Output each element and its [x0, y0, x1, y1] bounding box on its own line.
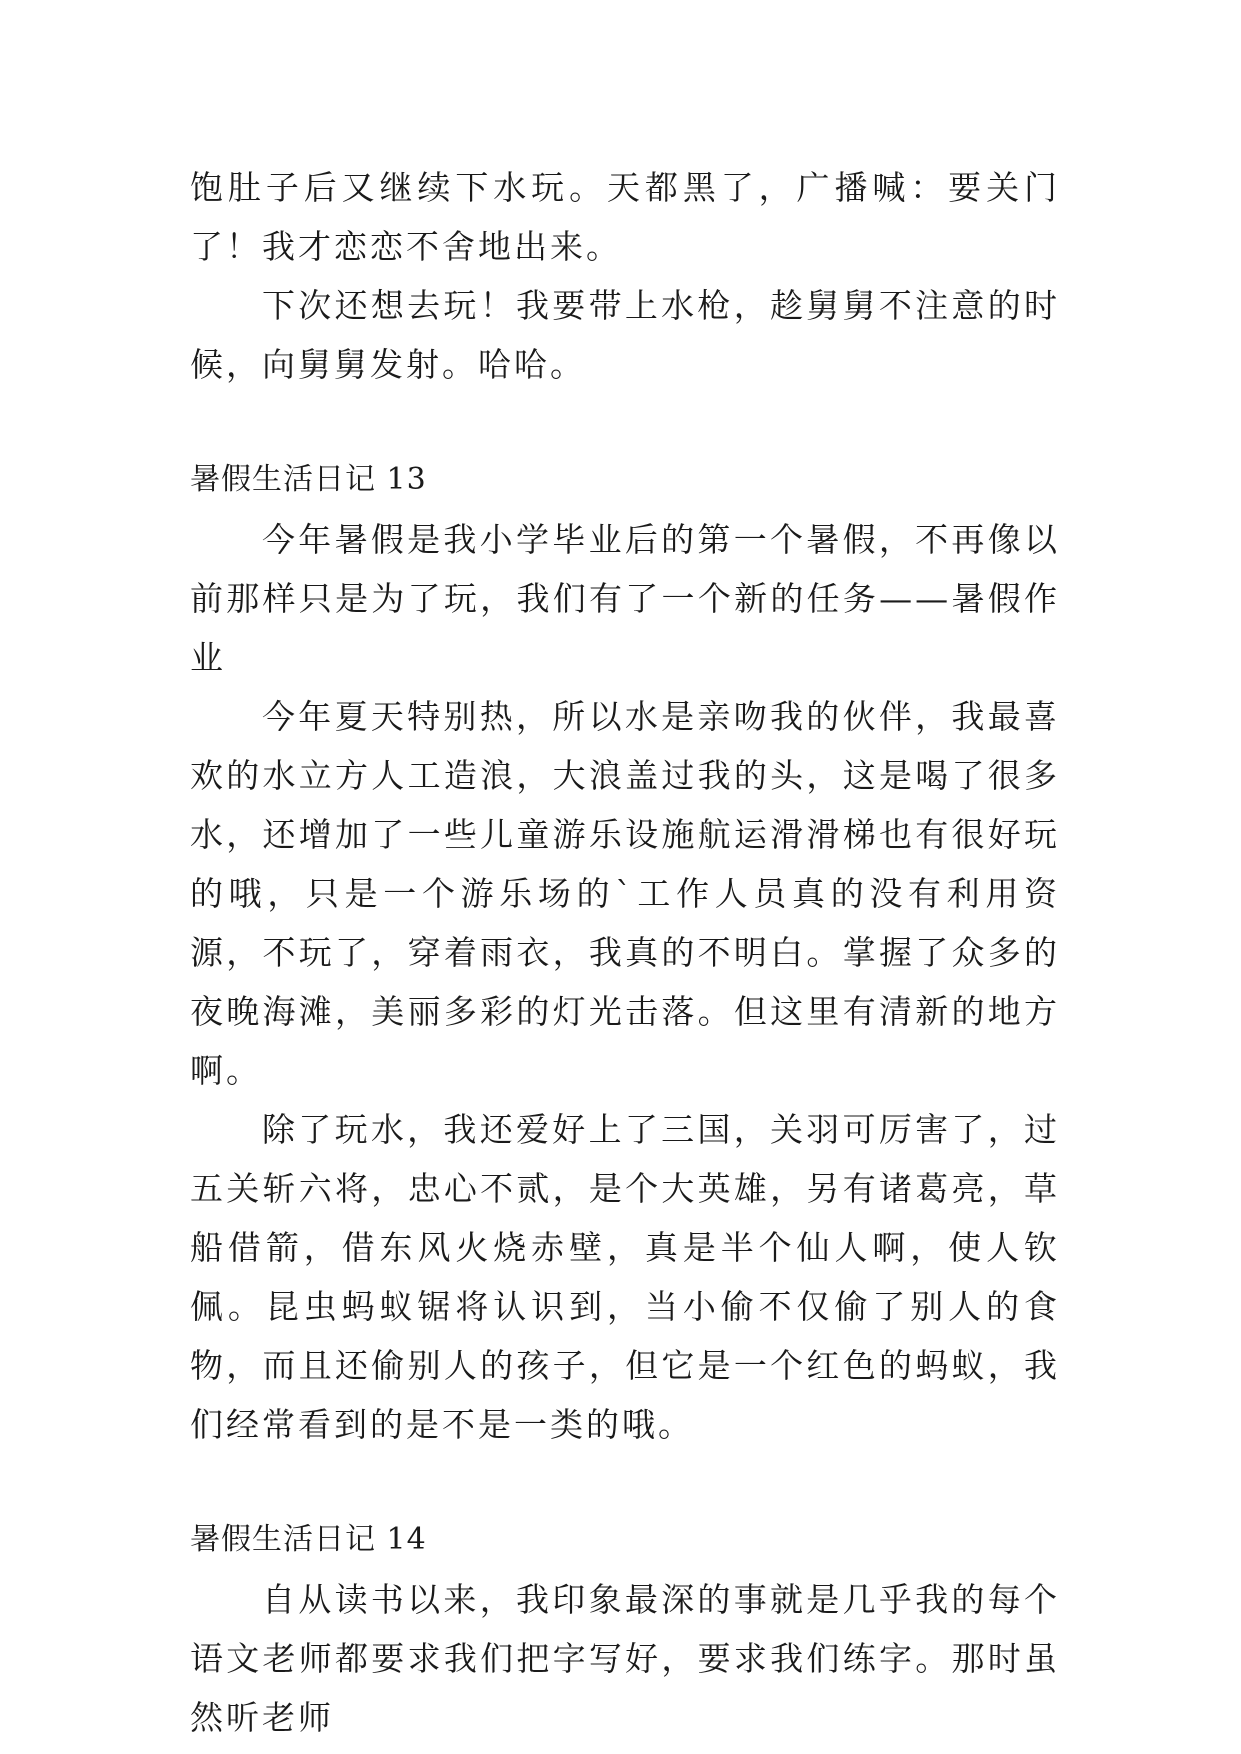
paragraph: 饱肚子后又继续下水玩。天都黑了，广播喊：要关门了！我才恋恋不舍地出来。	[190, 168, 1060, 266]
section-gap	[190, 1454, 1060, 1510]
entry-title: 暑假生活日记 14	[190, 1522, 427, 1557]
paragraph: 下次还想去玩！我要带上水枪，趁舅舅不注意的时候，向舅舅发射。哈哈。	[190, 286, 1060, 384]
paragraph: 除了玩水，我还爱好上了三国，关羽可厉害了，过五关斩六将，忠心不贰，是个大英雄，另有诸葛亮，草船借箭，借东风火烧赤壁，真是半个仙人啊，使人钦佩。昆虫蚂蚁锯将认识到，当小偷不仅偷了别人的食物，而且还偷别人的孩子，但它是一个红色的蚂蚁，我们经常看到的是不是一类的哦。	[190, 1110, 1060, 1444]
section-gap	[190, 394, 1060, 450]
document-body	[190, 158, 1060, 1747]
paragraph: 自从读书以来，我印象最深的事就是几乎我的每个语文老师都要求我们把字写好，要求我们练字。那时虽然听老师	[190, 1580, 1060, 1737]
entry-title: 暑假生活日记 13	[190, 462, 427, 497]
paragraph: 今年暑假是我小学毕业后的第一个暑假，不再像以前那样只是为了玩，我们有了一个新的任务——暑假作业	[190, 520, 1060, 677]
paragraph: 今年夏天特别热，所以水是亲吻我的伙伴，我最喜欢的水立方人工造浪，大浪盖过我的头，这是喝了很多水，还增加了一些儿童游乐设施航运滑滑梯也有很好玩的哦，只是一个游乐场的`工作人员真的没有利用资源，不玩了，穿着雨衣，我真的不明白。掌握了众多的夜晚海滩，美丽多彩的灯光击落。但这里有清新的地方啊。	[190, 697, 1060, 1090]
